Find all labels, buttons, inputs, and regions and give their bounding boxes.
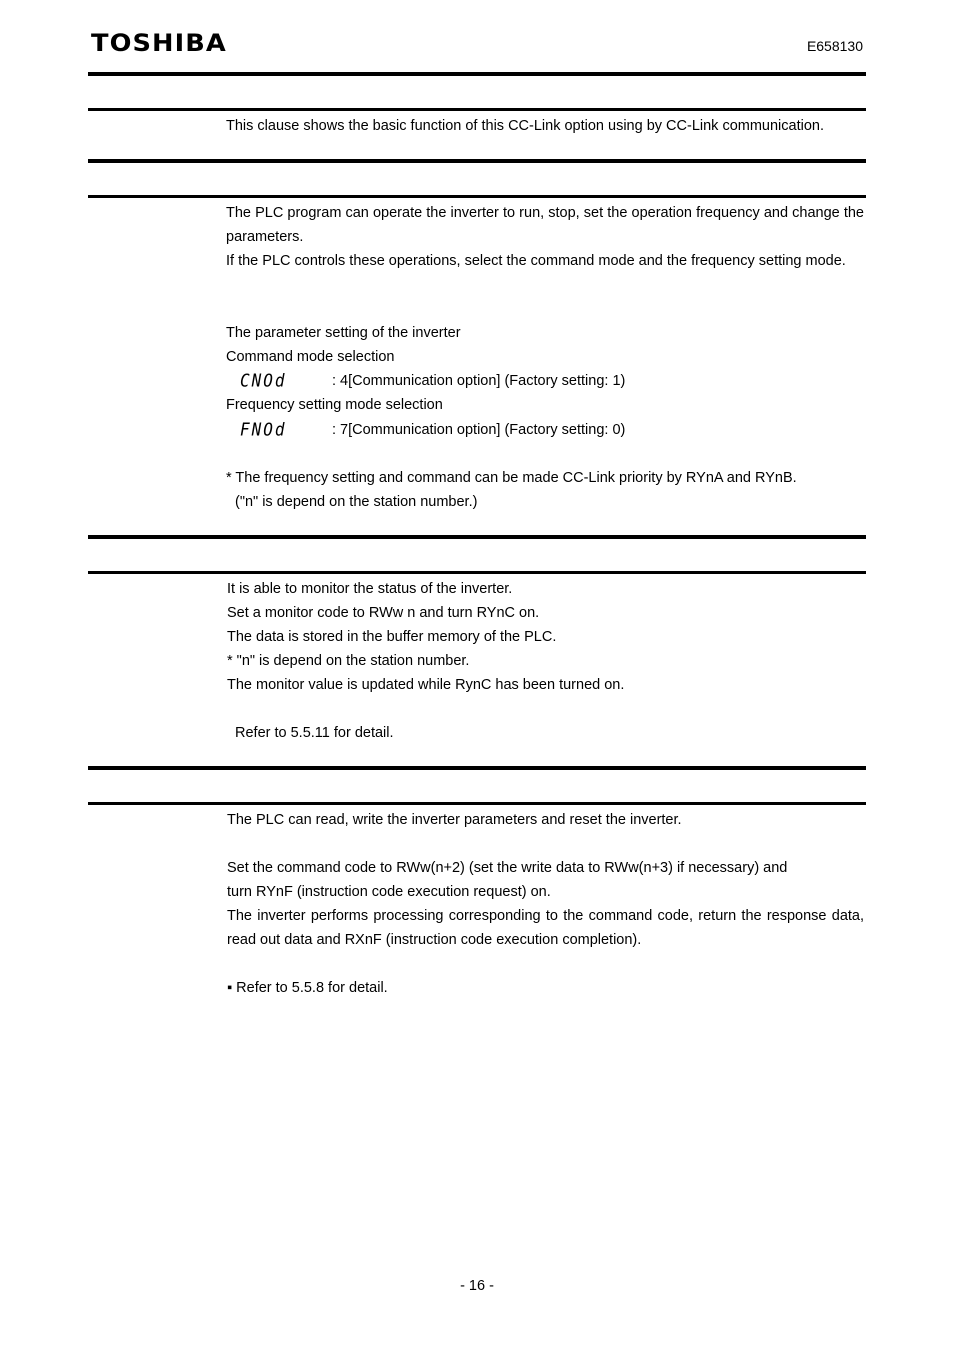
cmod-parameter-name: CNOd (240, 370, 287, 391)
parameter-line-1: The PLC can read, write the inverter parameters and reset the inverter. (227, 812, 682, 828)
section-1-text: This clause shows the basic function of this CC-Link option using by CC-Link communication. (226, 118, 824, 134)
parameter-line-3: turn RYnF (instruction code execution request) on. (227, 884, 551, 900)
section-2-para-2: If the PLC controls these operations, select the command mode and the frequency setting mode. (226, 253, 846, 269)
station-number-note: ("n" is depend on the station number.) (235, 494, 478, 510)
monitor-line-4: * "n" is depend on the station number. (227, 653, 470, 669)
frequency-mode-label: Frequency setting mode selection (226, 397, 443, 413)
command-mode-label: Command mode selection (226, 349, 395, 365)
section-2-bottom-rule (88, 535, 866, 539)
document-number: E658130 (806, 38, 863, 54)
section-2-top-rule (88, 195, 866, 198)
section-3-top-rule (88, 571, 866, 574)
parameter-setting-heading: The parameter setting of the inverter (226, 325, 461, 341)
monitor-line-3: The data is stored in the buffer memory of the PLC. (227, 629, 557, 645)
monitor-line-1: It is able to monitor the status of the inverter. (227, 581, 513, 597)
parameter-line-2: Set the command code to RWw(n+2) (set the write data to RWw(n+3) if necessary) and (227, 860, 788, 876)
header-rule (88, 72, 866, 76)
parameter-para: The inverter performs processing corresponding to the command code, return the response data, read out data and RXnF (instruction code execution completion). (227, 908, 864, 948)
parameter-refer: ▪ Refer to 5.5.8 for detail. (227, 980, 388, 996)
priority-note: * The frequency setting and command can be made CC-Link priority by RYnA and RYnB. (226, 470, 797, 486)
monitor-refer: Refer to 5.5.11 for detail. (235, 725, 394, 741)
section-3-bottom-rule (88, 766, 866, 770)
monitor-line-2: Set a monitor code to RWw n and turn RYnC on. (227, 605, 540, 621)
fmod-parameter-value: : 7[Communication option] (Factory setting: 0) (332, 422, 626, 438)
section-1-bottom-rule (88, 159, 866, 163)
toshiba-logo: TOSHIBA (91, 29, 227, 57)
fmod-parameter-name: FNOd (240, 419, 287, 440)
section-2-para-1: The PLC program can operate the inverter to run, stop, set the operation frequency and change the parameters. (226, 205, 864, 245)
section-1-top-rule (88, 108, 866, 111)
section-4-top-rule (88, 802, 866, 805)
monitor-line-5: The monitor value is updated while RynC has been turned on. (227, 677, 625, 693)
page-number: - 16 - (460, 1278, 494, 1294)
cmod-parameter-value: : 4[Communication option] (Factory setting: 1) (332, 373, 626, 389)
